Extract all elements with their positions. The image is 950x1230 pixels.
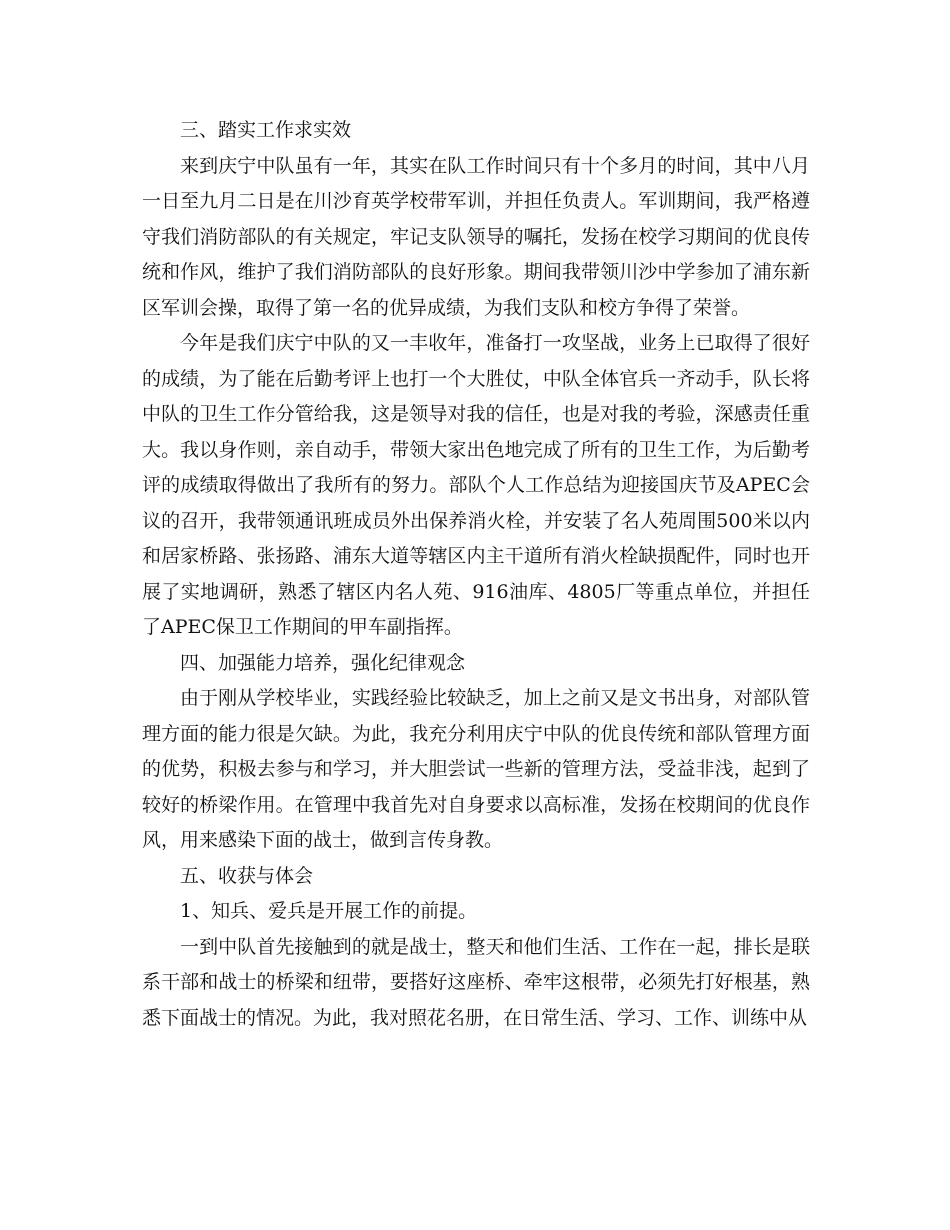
section-heading-3: 三、踏实工作求实效 <box>180 119 352 141</box>
paragraph-know-soldiers: 一到中队首先接触到的就是战士，整天和他们生活、工作在一起，排长是联系干部和战士的桥梁和纽带，要搭好这座桥、牵牢这根带，必须先打好根基，熟悉下面战士的情况。为此，我对照花名册，在日常生活、学习、工作、训练中从 <box>142 935 810 1029</box>
section-heading-4: 四、加强能力培养，强化纪律观念 <box>180 651 466 674</box>
paragraph-management-ability: 由于刚从学校毕业，实践经验比较缺乏，加上之前又是文书出身，对部队管理方面的能力很是欠缺。为此，我充分利用庆宁中队的优良传统和部队管理方面的优势，积极去参与和学习，并大胆尝试一些新的管理方法，受益非浅，起到了较好的桥梁作用。在管理中我首先对自身要求以高标准，发扬在校期间的优良作风，用来感染下面的战士，做到言传身教。 <box>142 687 810 851</box>
paragraph-military-training: 来到庆宁中队虽有一年，其实在队工作时间只有十个多月的时间，其中八月一日至九月二日是在川沙育英学校带军训，并担任负责人。军训期间，我严格遵守我们消防部队的有关规定，牢记支队领导的嘱托，发扬在校学习期间的优良传统和作风，维护了我们消防部队的良好形象。期间我带领川沙中学参加了浦东新区军训会操，取得了第一名的优异成绩，为我们支队和校方争得了荣誉。 <box>142 154 810 319</box>
document-body <box>142 113 810 1036</box>
section-heading-5: 五、收获与体会 <box>180 864 314 887</box>
paragraph-logistics-work: 今年是我们庆宁中队的又一丰收年，准备打一攻坚战，业务上已取得了很好的成绩，为了能在后勤考评上也打一个大胜仗，中队全体官兵一齐动手，队长将中队的卫生工作分管给我，这是领导对我的信任，也是对我的考验，深感责任重大。我以身作则，亲自动手，带领大家出色地完成了所有的卫生工作，为后勤考评的成绩取得做出了我所有的努力。部队个人工作总结为迎接国庆节及APEC会议的召开，我带领通讯班成员外出保养消火栓，并安装了名人苑周围500米以内和居家桥路、张扬路、浦东大道等辖区内主干道所有消火栓缺损配件，同时也开展了实地调研，熟悉了辖区内名人苑、916油库、4805厂等重点单位，并担任了APEC保卫工作期间的甲车副指挥。 <box>142 332 810 638</box>
subheading-1: 1、知兵、爱兵是开展工作的前提。 <box>180 900 478 922</box>
